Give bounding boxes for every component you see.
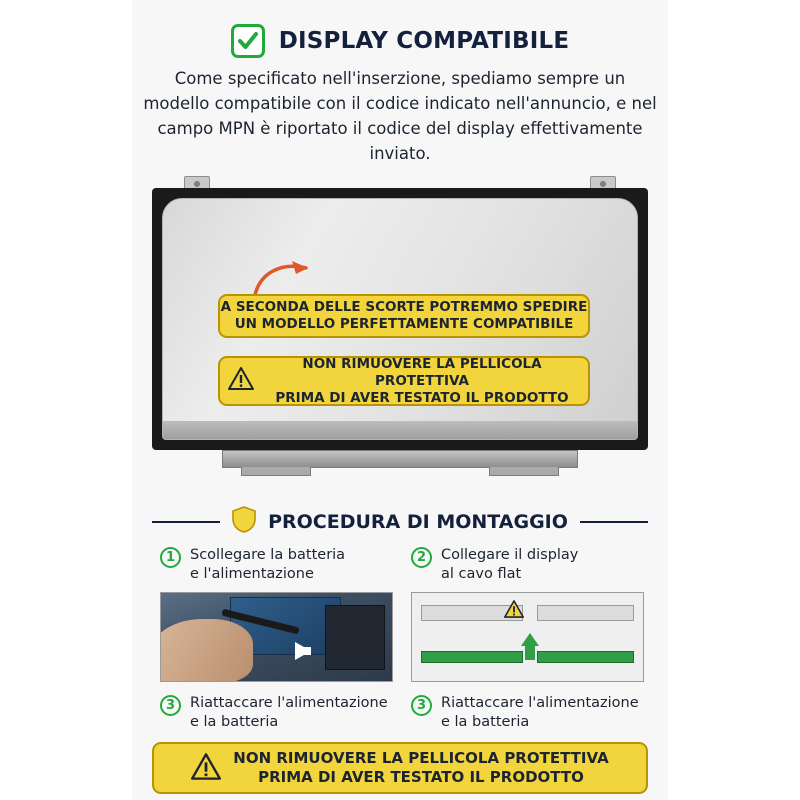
section-heading	[152, 506, 648, 537]
steps-top-row	[160, 546, 644, 682]
step-1-line2: e l'alimentazione	[190, 566, 314, 582]
step-1	[160, 546, 393, 682]
page-title: DISPLAY COMPATIBILE	[278, 28, 570, 54]
step-3-right-number: 3	[411, 695, 432, 716]
footer-warning-banner	[152, 742, 648, 794]
panel-note-compatible-line1: A SECONDA DELLE SCORTE POTREMMO SPEDIRE	[220, 299, 588, 315]
step-3-right-text	[441, 694, 639, 732]
warning-triangle-icon	[228, 367, 254, 395]
panel-foot-tab-right	[489, 467, 559, 476]
panel-note-film-line1: NON RIMUOVERE LA PELLICOLA PROTETTIVA	[302, 355, 542, 389]
panel-note-film	[218, 356, 590, 406]
panel-foot-strip	[222, 450, 578, 468]
step-3-right-header	[411, 694, 644, 732]
step-3-left-line2: e la batteria	[190, 714, 279, 730]
step-1-text	[190, 546, 345, 584]
section-title: PROCEDURA DI MONTAGGIO	[268, 510, 568, 533]
panel-note-compatible-line2: UN MODELLO PERFETTAMENTE COMPATIBILE	[234, 316, 574, 332]
divider-left	[152, 521, 220, 523]
divider-right	[580, 521, 648, 523]
step-3-left-text	[190, 694, 388, 732]
panel-note-compatible	[218, 294, 590, 338]
step-3-right	[411, 694, 644, 732]
footer-line2: PRIMA DI AVER TESTATO IL PRODOTTO	[258, 768, 584, 786]
direction-arrow-icon	[295, 642, 311, 660]
warning-triangle-icon	[191, 753, 221, 784]
step-2-line1: Collegare il display	[441, 547, 579, 563]
shield-icon	[232, 506, 256, 537]
display-panel-illustration	[152, 176, 648, 476]
flat-cable-left	[421, 651, 523, 663]
check-icon	[231, 24, 265, 58]
step-1-header	[160, 546, 393, 584]
connector-top-right	[537, 605, 634, 621]
flat-cable-connector-photo	[411, 592, 644, 682]
footer-line1: NON RIMUOVERE LA PELLICOLA PROTETTIVA	[233, 749, 609, 767]
step-2-text	[441, 546, 578, 584]
step-3-left-number: 3	[160, 695, 181, 716]
step-2-number: 2	[411, 547, 432, 568]
panel-foot-tab-left	[241, 467, 311, 476]
steps-bottom-row	[160, 694, 644, 732]
laptop-motherboard-photo	[160, 592, 393, 682]
step-2-line2: al cavo flat	[441, 566, 522, 582]
panel-note-film-line2: PRIMA DI AVER TESTATO IL PRODOTTO	[275, 389, 569, 406]
flat-cable-right	[537, 651, 634, 663]
step-1-number: 1	[160, 547, 181, 568]
step-2-header	[411, 546, 644, 584]
step-2	[411, 546, 644, 682]
warning-triangle-icon	[504, 600, 524, 622]
step-3-left-header	[160, 694, 393, 732]
step-3-left-line1: Riattaccare l'alimentazione	[190, 695, 388, 711]
header	[132, 24, 668, 58]
step-1-line1: Scollegare la batteria	[190, 547, 346, 563]
hand	[160, 619, 253, 682]
step-3-right-line2: e la batteria	[441, 714, 530, 730]
intro-paragraph: Come specificato nell'inserzione, spediamo sempre un modello compatibile con il codice indicato nell'annuncio, e nel campo MPN è riportato il codice del display effettivamente inviato.	[143, 69, 657, 163]
step-3-left	[160, 694, 393, 732]
footer-warning-text	[233, 749, 608, 787]
insert-arrow-icon	[521, 633, 539, 646]
panel-bottom-strip	[163, 421, 637, 439]
step-3-right-line1: Riattaccare l'alimentazione	[441, 695, 639, 711]
battery-block	[325, 605, 385, 670]
